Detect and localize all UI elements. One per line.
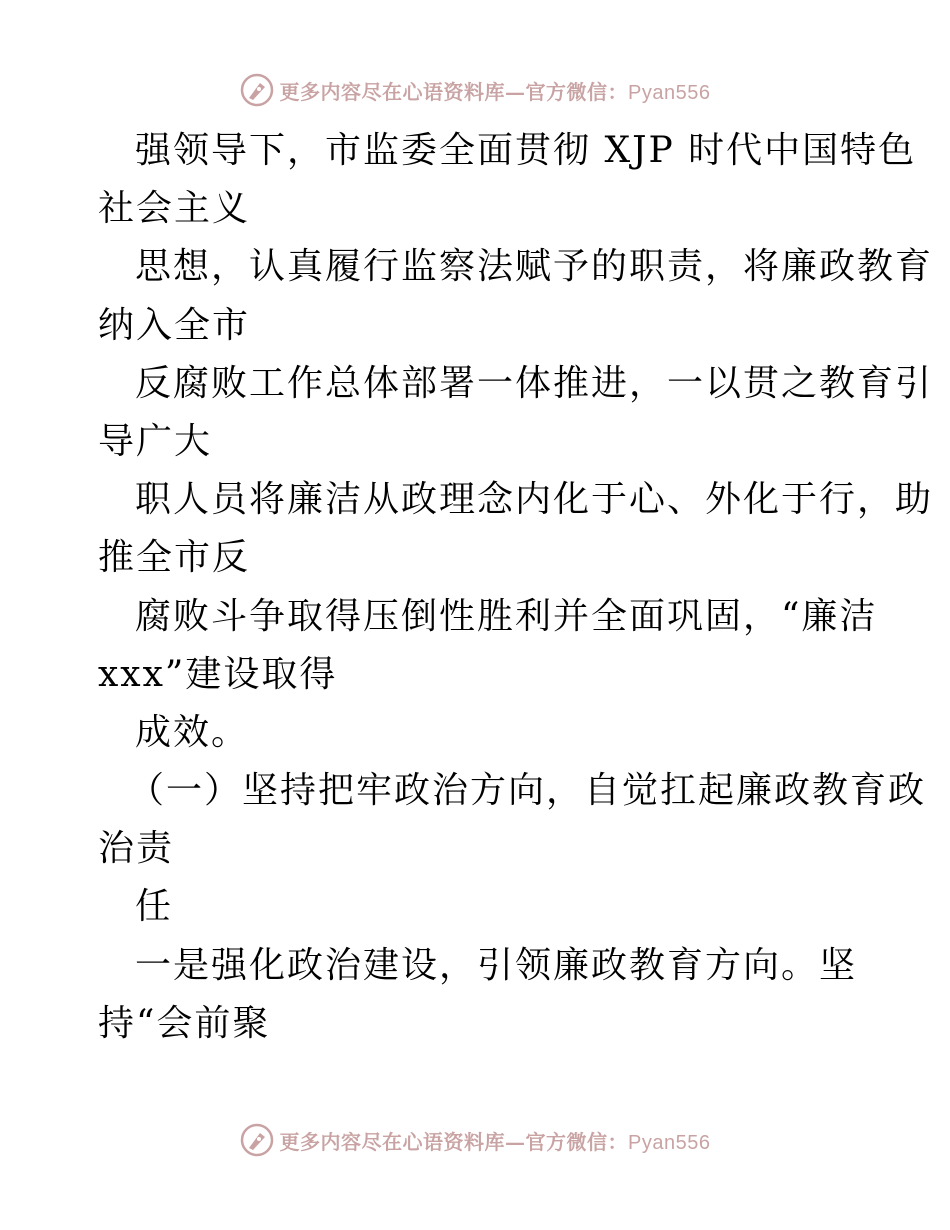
pen-nib-logo-icon [240, 73, 274, 107]
header-watermark [0, 70, 950, 110]
text-line: 社会主义 [98, 188, 251, 230]
footer-watermark [0, 1120, 950, 1160]
header-watermark-text: 更多内容尽在心语资料库—官方微信：Pyan556 [279, 79, 711, 104]
text-line: 腐败斗争取得压倒性胜利并全面巩固，“廉洁 [135, 595, 878, 637]
text-line: 思想，认真履行监察法赋予的职责，将廉政教育 [135, 246, 934, 288]
text-line: 推全市反 [98, 537, 251, 579]
text-line: 纳入全市 [98, 304, 251, 346]
text-line: 成效。 [135, 711, 250, 753]
footer-watermark-text: 更多内容尽在心语资料库—官方微信：Pyan556 [279, 1129, 711, 1154]
text-line: 一是强化政治建设，引领廉政教育方向。坚 [135, 944, 858, 986]
document-body [98, 122, 934, 1053]
pen-nib-logo-icon [240, 1123, 274, 1157]
text-line: 导广大 [98, 420, 213, 462]
text-line: 强领导下，市监委全面贯彻 XJP 时代中国特色 [135, 130, 917, 171]
section-heading-cont: 任 [135, 886, 174, 928]
section-heading: （一）坚持把牢政治方向，自觉扛起廉政教育政 [128, 770, 927, 812]
text-line: 反腐败工作总体部署一体推进，一以贯之教育引 [135, 362, 934, 404]
text-line: 职人员将廉洁从政理念内化于心、外化于行，助 [135, 479, 934, 521]
text-line: xxx”建设取得 [98, 653, 338, 695]
text-line: 持“会前聚 [98, 1002, 271, 1044]
section-heading-cont: 治责 [98, 828, 175, 870]
